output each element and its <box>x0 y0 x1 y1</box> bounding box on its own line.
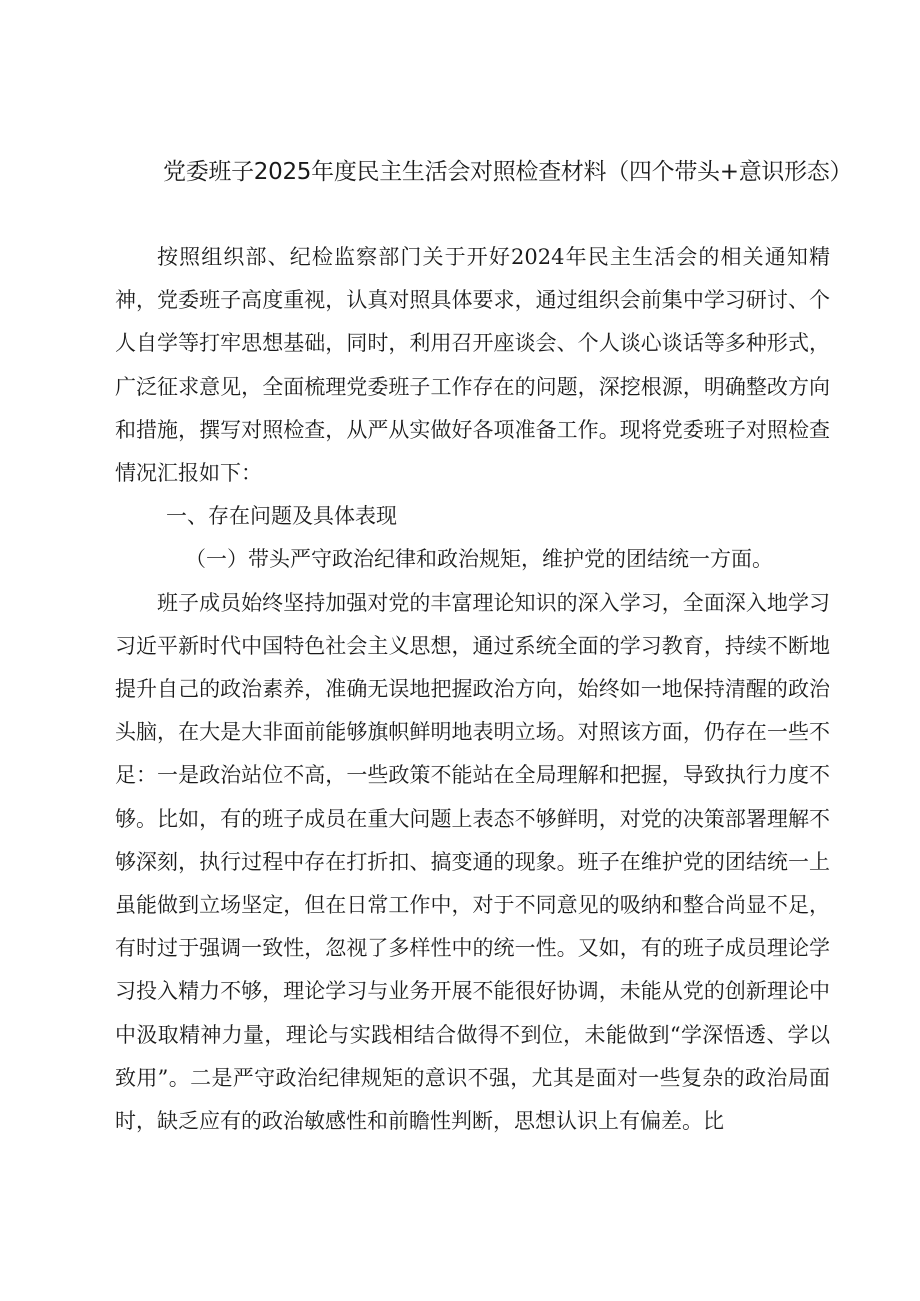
subsection-heading: （一）带头严守政治纪律和政治规矩，维护党的团结统一方面。 <box>185 547 773 572</box>
document-body <box>115 236 830 1143</box>
document-title: 党委班子2025年度民主生活会对照检查材料（四个带头+意识形态） <box>163 159 853 185</box>
body-paragraph: 班子成员始终坚持加强对党的丰富理论知识的深入学习，全面深入地学习习近平新时代中国特色社会主义思想，通过系统全面的学习教育，持续不断地提升自己的政治素养，准确无误地把握政治方向，始终如一地保持清醒的政治头脑，在大是大非面前能够旗帜鲜明地表明立场。对照该方面，仍存在一些不足：一是政治站位不高，一些政策不能站在全局理解和把握，导致执行力度不够。比如，有的班子成员在重大问题上表态不够鲜明，对党的决策部署理解不够深刻，执行过程中存在打折扣、搞变通的现象。班子在维护党的团结统一上虽能做到立场坚定，但在日常工作中，对于不同意见的吸纳和整合尚显不足，有时过于强调一致性，忽视了多样性中的统一性。又如，有的班子成员理论学习投入精力不够，理论学习与业务开展不能很好协调，未能从党的创新理论中中汲取精神力量，理论与实践相结合做得不到位，未能做到“学深悟透、学以致用”。二是严守政治纪律规矩的意识不强，尤其是面对一些复杂的政治局面时，缺乏应有的政治敏感性和前瞻性判断，思想认识上有偏差。比 <box>115 590 830 1134</box>
section-heading: 一、存在问题及具体表现 <box>166 504 397 529</box>
intro-paragraph: 按照组织部、纪检监察部门关于开好2024年民主生活会的相关通知精神，党委班子高度重视，认真对照具体要求，通过组织会前集中学习研讨、个人自学等打牢思想基础，同时，利用召开座谈会、个人谈心谈话等多种形式，广泛征求意见，全面梳理党委班子工作存在的问题，深挖根源，明确整改方向和措施，撰写对照检查，从严从实做好各项准备工作。现将党委班子对照检查情况汇报如下： <box>115 245 830 486</box>
